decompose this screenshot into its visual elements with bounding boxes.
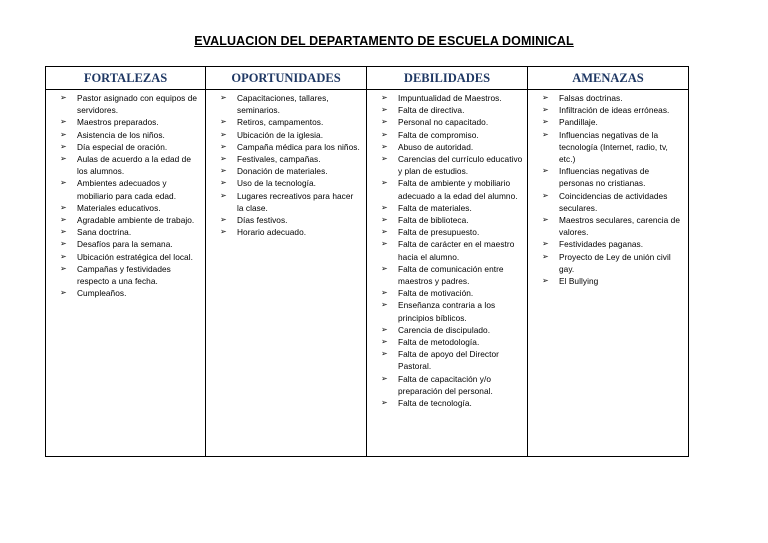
list-item: ➢ El Bullying — [532, 275, 684, 287]
header-debilidades: DEBILIDADES — [367, 67, 528, 90]
list-item: ➢ Aulas de acuerdo a la edad de los alumnos. — [50, 153, 201, 177]
list-item: ➢ Ubicación estratégica del local. — [50, 251, 201, 263]
list-item: ➢ Maestros preparados. — [50, 116, 201, 128]
list-item: ➢ Pandillaje. — [532, 116, 684, 128]
swot-body-row — [46, 90, 689, 457]
list-item: ➢ Falta de metodología. — [371, 336, 523, 348]
list-item: ➢ Sana doctrina. — [50, 226, 201, 238]
list-item: ➢ Falta de presupuesto. — [371, 226, 523, 238]
header-fortalezas: FORTALEZAS — [46, 67, 206, 90]
list-item: ➢ Falta de motivación. — [371, 287, 523, 299]
list-item: ➢ Donación de materiales. — [210, 165, 362, 177]
list-item: ➢ Falta de biblioteca. — [371, 214, 523, 226]
list-item: ➢ Falta de apoyo del Director Pastoral. — [371, 348, 523, 372]
list-item: ➢ Maestros seculares, carencia de valores. — [532, 214, 684, 238]
list-item: ➢ Ambientes adecuados y mobiliario para cada edad. — [50, 177, 201, 201]
list-item: ➢ Uso de la tecnología. — [210, 177, 362, 189]
document-title: EVALUACION DEL DEPARTAMENTO DE ESCUELA DOMINICAL — [194, 34, 574, 48]
list-item: ➢ Ubicación de la iglesia. — [210, 129, 362, 141]
list-item: ➢ Falta de tecnología. — [371, 397, 523, 409]
list-item: ➢ Desafíos para la semana. — [50, 238, 201, 250]
swot-header-row — [46, 67, 689, 90]
swot-table — [45, 66, 689, 457]
oportunidades-list — [210, 92, 362, 238]
list-item: ➢ Falta de directiva. — [371, 104, 523, 116]
list-item: ➢ Asistencia de los niños. — [50, 129, 201, 141]
list-item: ➢ Influencias negativas de la tecnología (Internet, radio, tv, etc.) — [532, 129, 684, 166]
list-item: ➢ Día especial de oración. — [50, 141, 201, 153]
list-item: ➢ Materiales educativos. — [50, 202, 201, 214]
cell-fortalezas — [46, 90, 206, 457]
debilidades-list — [371, 92, 523, 409]
list-item: ➢ Retiros, campamentos. — [210, 116, 362, 128]
list-item: ➢ Falta de ambiente y mobiliario adecuado a la edad del alumno. — [371, 177, 523, 201]
list-item: ➢ Enseñanza contraria a los principios bíblicos. — [371, 299, 523, 323]
list-item: ➢ Infiltración de ideas erróneas. — [532, 104, 684, 116]
cell-oportunidades — [206, 90, 367, 457]
fortalezas-list — [50, 92, 201, 299]
list-item: ➢ Abuso de autoridad. — [371, 141, 523, 153]
list-item: ➢ Falta de materiales. — [371, 202, 523, 214]
header-oportunidades: OPORTUNIDADES — [206, 67, 367, 90]
list-item: ➢ Falsas doctrinas. — [532, 92, 684, 104]
list-item: ➢ Días festivos. — [210, 214, 362, 226]
cell-debilidades — [367, 90, 528, 457]
header-amenazas: AMENAZAS — [528, 67, 689, 90]
list-item: ➢ Proyecto de Ley de unión civil gay. — [532, 251, 684, 275]
list-item: ➢ Carencias del currículo educativo y plan de estudios. — [371, 153, 523, 177]
list-item: ➢ Lugares recreativos para hacer la clase. — [210, 190, 362, 214]
list-item: ➢ Festivales, campañas. — [210, 153, 362, 165]
list-item: ➢ Falta de compromiso. — [371, 129, 523, 141]
list-item: ➢ Festividades paganas. — [532, 238, 684, 250]
list-item: ➢ Agradable ambiente de trabajo. — [50, 214, 201, 226]
list-item: ➢ Pastor asignado con equipos de servidores. — [50, 92, 201, 116]
list-item: ➢ Falta de comunicación entre maestros y padres. — [371, 263, 523, 287]
list-item: ➢ Influencias negativas de personas no cristianas. — [532, 165, 684, 189]
list-item: ➢ Capacitaciones, tallares, seminarios. — [210, 92, 362, 116]
list-item: ➢ Cumpleaños. — [50, 287, 201, 299]
amenazas-list — [532, 92, 684, 287]
list-item: ➢ Falta de carácter en el maestro hacia el alumno. — [371, 238, 523, 262]
list-item: ➢ Falta de capacitación y/o preparación del personal. — [371, 373, 523, 397]
list-item: ➢ Personal no capacitado. — [371, 116, 523, 128]
list-item: ➢ Coincidencias de actividades seculares. — [532, 190, 684, 214]
list-item: ➢ Impuntualidad de Maestros. — [371, 92, 523, 104]
cell-amenazas — [528, 90, 689, 457]
list-item: ➢ Horario adecuado. — [210, 226, 362, 238]
list-item: ➢ Carencia de discipulado. — [371, 324, 523, 336]
list-item: ➢ Campañas y festividades respecto a una fecha. — [50, 263, 201, 287]
list-item: ➢ Campaña médica para los niños. — [210, 141, 362, 153]
